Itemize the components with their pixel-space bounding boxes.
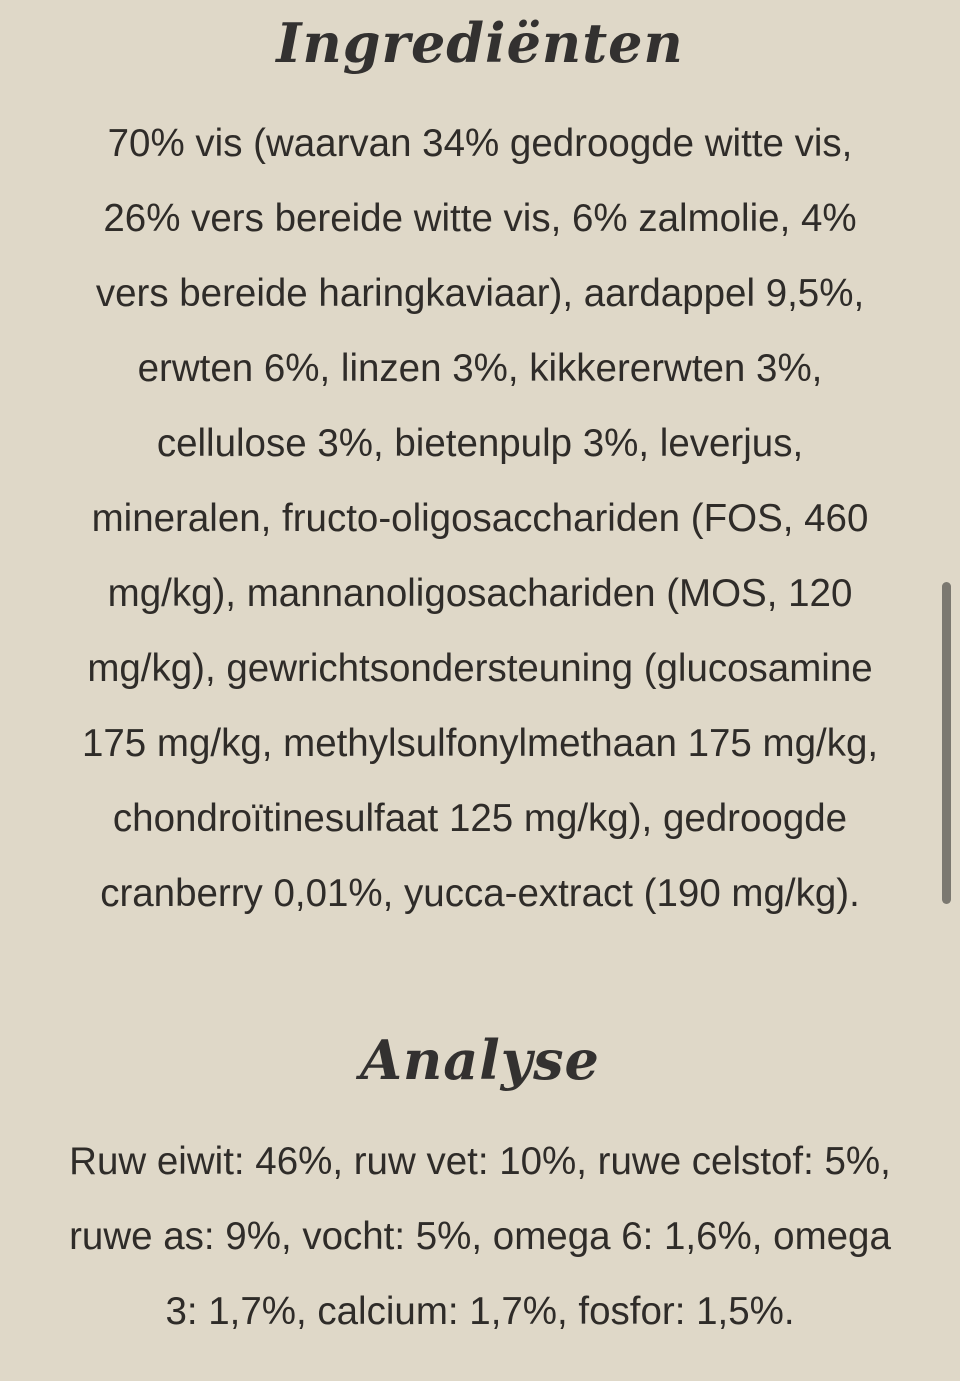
- ingredients-line: 175 mg/kg, methylsulfonylmethaan 175 mg/kg,: [81, 722, 879, 765]
- ingredients-line: mg/kg), gewrichtsondersteuning (glucosamine: [87, 647, 873, 690]
- ingredients-text: [40, 106, 920, 931]
- ingredients-line: mg/kg), mannanoligosachariden (MOS, 120: [107, 572, 853, 615]
- ingredients-line: 26% vers bereide witte vis, 6% zalmolie, 4%: [103, 197, 857, 240]
- ingredients-line: cranberry 0,01%, yucca-extract (190 mg/kg).: [100, 872, 860, 915]
- vertical-scrollbar-thumb[interactable]: [942, 582, 951, 904]
- analysis-line: ruwe as: 9%, vocht: 5%, omega 6: 1,6%, omega: [69, 1215, 891, 1258]
- analysis-heading: Analyse: [360, 1028, 600, 1092]
- ingredients-line: vers bereide haringkaviaar), aardappel 9,5%,: [95, 272, 865, 315]
- analysis-line: 3: 1,7%, calcium: 1,7%, fosfor: 1,5%.: [165, 1290, 795, 1333]
- ingredients-heading: Ingrediënten: [276, 11, 684, 75]
- ingredients-line: mineralen, fructo-oligosacchariden (FOS, 460: [91, 497, 869, 540]
- analysis-text: [40, 1124, 920, 1349]
- ingredients-line: cellulose 3%, bietenpulp 3%, leverjus,: [156, 422, 804, 465]
- ingredients-line: chondroïtinesulfaat 125 mg/kg), gedroogde: [112, 797, 848, 840]
- analysis-line: Ruw eiwit: 46%, ruw vet: 10%, ruwe celstof: 5%,: [69, 1140, 891, 1183]
- ingredients-line: erwten 6%, linzen 3%, kikkererwten 3%,: [137, 347, 823, 390]
- ingredients-line: 70% vis (waarvan 34% gedroogde witte vis,: [107, 122, 853, 165]
